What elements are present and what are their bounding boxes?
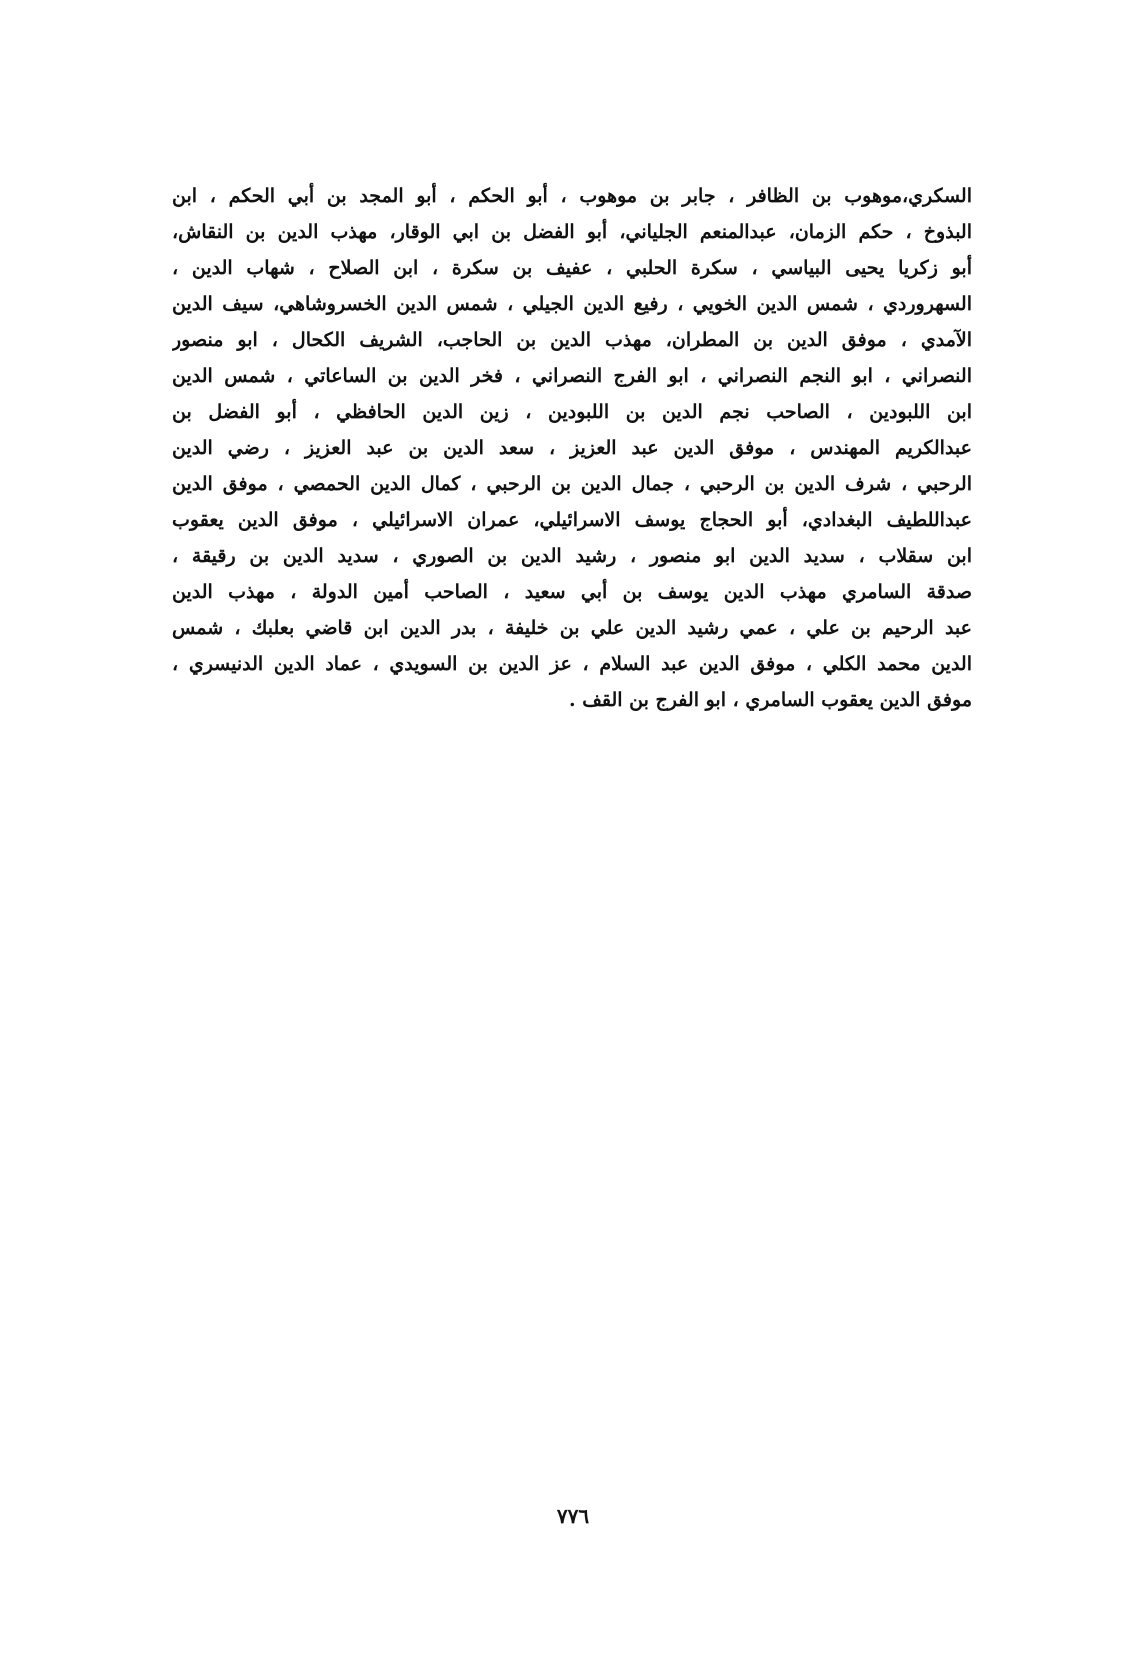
text-line: عبدالكريم المهندس ، موفق الدين عبد العزيز ، سعد الدين بن عبد العزيز ، رضي الدين	[172, 437, 972, 459]
text-line: صدقة السامري مهذب الدين يوسف بن أبي سعيد ، الصاحب أمين الدولة ، مهذب الدين	[172, 581, 972, 603]
text-line: ابن اللبودين ، الصاحب نجم الدين بن اللبودين ، زين الدين الحافظي ، أبو الفضل بن	[172, 401, 972, 423]
text-line: ابن سقلاب ، سديد الدين ابو منصور ، رشيد الدين بن الصوري ، سديد الدين بن رقيقة ،	[172, 545, 972, 567]
body-text	[172, 178, 972, 718]
text-line: الدين محمد الكلي ، موفق الدين عبد السلام ، عز الدين بن السويدي ، عماد الدين الدنيسري ،	[172, 653, 972, 675]
text-line: عبد الرحيم بن علي ، عمي رشيد الدين علي بن خليفة ، بدر الدين ابن قاضي بعلبك ، شمس	[172, 617, 972, 639]
text-line: عبداللطيف البغدادي، أبو الحجاج يوسف الاسرائيلي، عمران الاسرائيلي ، موفق الدين يعقوب	[172, 509, 972, 531]
text-line: الرحبي ، شرف الدين بن الرحبي ، جمال الدين بن الرحبي ، كمال الدين الحمصي ، موفق الدين	[172, 473, 972, 495]
text-line: البذوخ ، حكم الزمان، عبدالمنعم الجلياني، أبو الفضل بن ابي الوقار، مهذب الدين بن النقاش،	[172, 221, 972, 243]
text-line: السكري،موهوب بن الظافر ، جابر بن موهوب ، أبو الحكم ، أبو المجد بن أبي الحكم ، ابن	[172, 185, 972, 207]
text-line: السهروردي ، شمس الدين الخويي ، رفيع الدين الجيلي ، شمس الدين الخسروشاهي، سيف الدين	[172, 293, 972, 315]
text-line: النصراني ، ابو النجم النصراني ، ابو الفرج النصراني ، فخر الدين بن الساعاتي ، شمس الدين	[172, 365, 972, 387]
page-number: ٧٧٦	[556, 1504, 590, 1528]
text-line: أبو زكريا يحيى البياسي ، سكرة الحلبي ، عفيف بن سكرة ، ابن الصلاح ، شهاب الدين ،	[172, 257, 972, 279]
text-line: الآمدي ، موفق الدين بن المطران، مهذب الدين بن الحاجب، الشريف الكحال ، ابو منصور	[172, 329, 972, 351]
text-line-last: موفق الدين يعقوب السامري ، ابو الفرج بن القف .	[568, 689, 972, 711]
